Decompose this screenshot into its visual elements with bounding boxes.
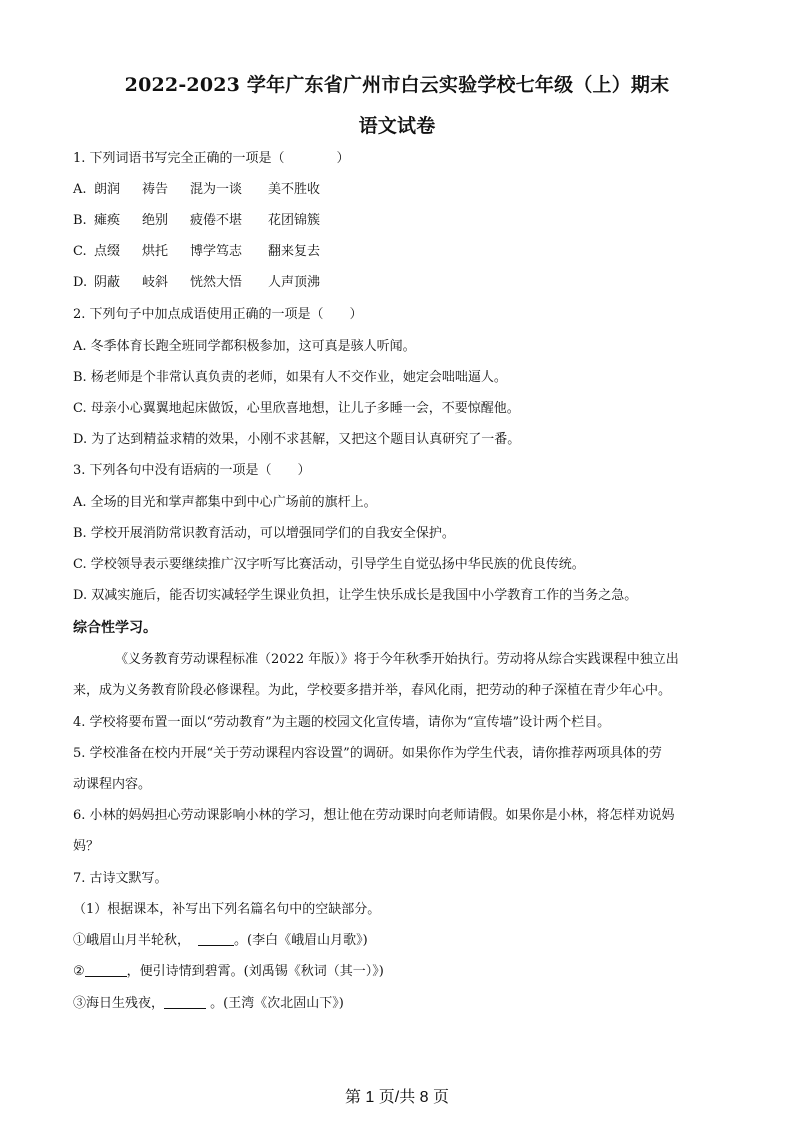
item-prefix: ③海日生残夜， <box>73 996 165 1011</box>
q5-line1: 5. 学校准备在校内开展“关于劳动课程内容设置”的调研。如果你作为学生代表，请你推荐两项具体的劳 <box>73 746 662 761</box>
option-word: 绝别 <box>142 213 169 228</box>
q3-option-b: B. 学校开展消防常识教育活动，可以增强同学们的自我安全保护。 <box>73 526 455 541</box>
option-word: 花团锦簇 <box>268 213 321 228</box>
option-word: 瘫痪 <box>94 213 121 228</box>
q7-item-1 <box>73 932 368 950</box>
q2-option-d: D. 为了达到精益求精的效果，小刚不求甚解，又把这个题目认真研究了一番。 <box>73 432 521 447</box>
option-label: B. <box>73 213 87 228</box>
item-prefix: ② <box>73 964 85 979</box>
option-label: A. <box>73 182 87 197</box>
item-suffix: 。(李白《峨眉山月歌》) <box>234 933 368 948</box>
option-word: 恍然大悟 <box>190 275 243 290</box>
option-word: 人声顶沸 <box>268 275 321 290</box>
exam-title-line1: 2022-2023 学年广东省广州市白云实验学校七年级（上）期末 <box>124 74 670 96</box>
q3-option-d: D. 双减实施后，能否切实减轻学生课业负担，让学生快乐成长是我国中小学教育工作的当务之急。 <box>73 588 638 603</box>
option-label: C. <box>73 244 87 259</box>
q1-option-a <box>73 181 320 199</box>
section-paragraph-line2: 来，成为义务教育阶段必修课程。为此，学校要多措并举，春风化雨，把劳动的种子深植在青少年心中。 <box>73 683 672 698</box>
q6-line2: 妈？ <box>73 839 100 854</box>
option-word: 翻来复去 <box>268 244 321 259</box>
option-word: 岐斜 <box>142 275 169 290</box>
q2-option-b: B. 杨老师是个非常认真负责的老师，如果有人不交作业，她定会咄咄逼人。 <box>73 370 507 385</box>
q1-option-d <box>73 274 320 292</box>
q7-item-2 <box>73 963 384 981</box>
q6-line1: 6. 小林的妈妈担心劳动课影响小林的学习，想让他在劳动课时向老师请假。如果你是小林，将怎样劝说妈 <box>73 808 675 823</box>
q3-option-c: C. 学校领导表示要继续推广汉字听写比赛活动，引导学生自觉弘扬中华民族的优良传统。 <box>73 557 585 572</box>
q7-item-3 <box>73 995 344 1013</box>
option-word: 点缀 <box>94 244 121 259</box>
option-word: 美不胜收 <box>268 182 321 197</box>
answer-blank[interactable] <box>85 963 127 977</box>
answer-blank[interactable] <box>164 995 206 1009</box>
q2-option-a: A. 冬季体育长跑全班同学都积极参加，这可真是骇人听闻。 <box>73 339 416 354</box>
q5-line2: 动课程内容。 <box>73 777 152 792</box>
q2-stem: 2. 下列句子中加点成语使用正确的一项是（ ） <box>73 307 363 322</box>
q1-option-b <box>73 212 320 230</box>
item-suffix: ，便引诗情到碧霄。(刘禹锡《秋词（其一）》) <box>126 964 384 979</box>
q4-text: 4. 学校将要布置一面以“劳动教育”为主题的校园文化宣传墙，请你为“宣传墙”设计两个栏目。 <box>73 715 611 730</box>
q7-stem: 7. 古诗文默写。 <box>73 871 168 886</box>
q7-sub1: （1）根据课本，补写出下列名篇名句中的空缺部分。 <box>73 902 381 917</box>
exam-title-line2: 语文试卷 <box>358 115 436 137</box>
option-word: 阴蔽 <box>94 275 121 290</box>
option-label: D. <box>73 275 88 290</box>
page-number: 第 1 页/共 8 页 <box>344 1089 450 1106</box>
section-heading: 综合性学习。 <box>73 620 157 636</box>
answer-blank[interactable] <box>198 932 234 946</box>
q3-option-a: A. 全场的目光和掌声都集中到中心广场前的旗杆上。 <box>73 495 377 510</box>
item-prefix: ①峨眉山月半轮秋， <box>73 933 191 948</box>
option-word: 疲倦不堪 <box>190 213 243 228</box>
section-paragraph-line1: 《义务教育劳动课程标准（2022 年版）》将于今年秋季开始执行。劳动将从综合实践课程中独立出 <box>115 652 679 667</box>
q2-option-c: C. 母亲小心翼翼地起床做饭，心里欣喜地想，让儿子多睡一会，不要惊醒他。 <box>73 401 520 416</box>
option-word: 朗润 <box>94 182 121 197</box>
item-suffix: 。(王湾《次北固山下》) <box>206 996 344 1011</box>
q3-stem: 3. 下列各句中没有语病的一项是（ ） <box>73 463 311 478</box>
q1-option-c <box>73 243 320 261</box>
option-word: 祷告 <box>142 182 169 197</box>
option-word: 混为一谈 <box>190 182 243 197</box>
option-word: 博学笃志 <box>190 244 243 259</box>
option-word: 烘托 <box>142 244 169 259</box>
q1-stem: 1. 下列词语书写完全正确的一项是（ ） <box>73 151 350 166</box>
